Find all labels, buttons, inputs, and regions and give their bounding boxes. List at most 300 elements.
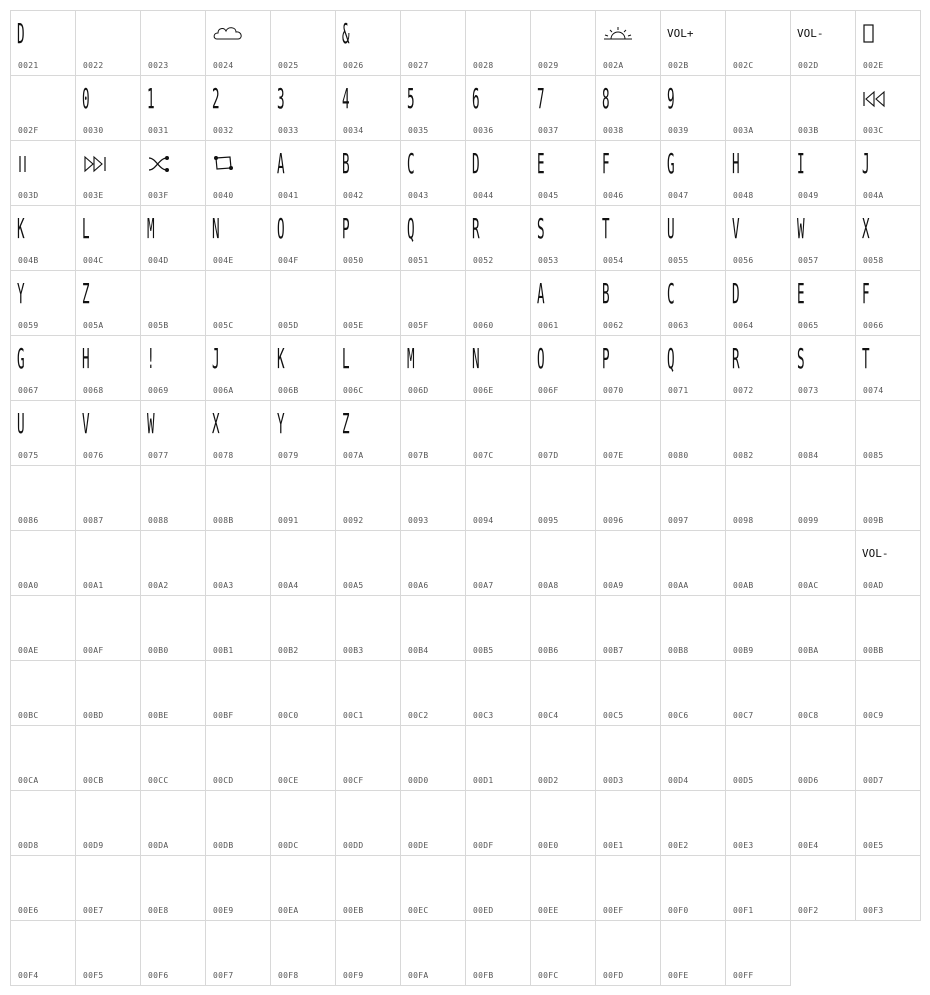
glyph-preview: J bbox=[212, 342, 220, 375]
codepoint-label: 0094 bbox=[473, 516, 494, 525]
glyph-cell bbox=[465, 75, 531, 141]
glyph-cell bbox=[725, 140, 791, 206]
glyph-preview: G bbox=[667, 147, 675, 180]
glyph-preview: ! bbox=[147, 342, 155, 375]
glyph-preview: D bbox=[732, 277, 740, 310]
glyph-cell bbox=[205, 75, 271, 141]
glyph-cell bbox=[595, 400, 661, 466]
codepoint-label: 0049 bbox=[798, 191, 819, 200]
glyph-preview bbox=[667, 797, 690, 831]
glyph-preview bbox=[537, 927, 560, 961]
codepoint-label: 0040 bbox=[213, 191, 234, 200]
glyph-preview bbox=[602, 732, 625, 766]
codepoint-label: 0045 bbox=[538, 191, 559, 200]
glyph-cell bbox=[595, 790, 661, 856]
codepoint-label: 00F5 bbox=[83, 971, 104, 980]
glyph-cell bbox=[595, 140, 661, 206]
glyph-cell bbox=[400, 660, 466, 726]
glyph-preview bbox=[277, 797, 300, 831]
glyph-preview bbox=[472, 667, 495, 701]
glyph-cell bbox=[530, 725, 596, 791]
codepoint-label: 00E7 bbox=[83, 906, 104, 915]
glyph-cell bbox=[855, 465, 921, 531]
glyph-preview: 5 bbox=[407, 82, 415, 115]
codepoint-label: 00DD bbox=[343, 841, 364, 850]
codepoint-label: 0055 bbox=[668, 256, 689, 265]
glyph-cell bbox=[855, 790, 921, 856]
codepoint-label: 003D bbox=[18, 191, 39, 200]
glyph-cell bbox=[205, 530, 271, 596]
codepoint-label: 00F3 bbox=[863, 906, 884, 915]
glyph-cell bbox=[205, 920, 271, 986]
glyph-preview: S bbox=[797, 342, 805, 375]
glyph-preview bbox=[667, 602, 690, 636]
glyph-preview: 9 bbox=[667, 82, 675, 115]
glyph-preview: X bbox=[212, 407, 220, 440]
codepoint-label: 002B bbox=[668, 61, 689, 70]
glyph-preview bbox=[277, 537, 300, 571]
glyph-preview bbox=[277, 862, 300, 896]
glyph-cell bbox=[855, 400, 921, 466]
codepoint-label: 006B bbox=[278, 386, 299, 395]
glyph-preview: Z bbox=[342, 407, 350, 440]
shuffle-icon bbox=[147, 147, 199, 181]
glyph-cell bbox=[205, 205, 271, 271]
glyph-preview: A bbox=[537, 277, 545, 310]
glyph-cell bbox=[205, 465, 271, 531]
glyph-cell bbox=[10, 790, 76, 856]
glyph-cell bbox=[335, 660, 401, 726]
glyph-cell bbox=[790, 10, 856, 76]
glyph-preview: B bbox=[342, 147, 350, 180]
codepoint-label: 0043 bbox=[408, 191, 429, 200]
glyph-cell bbox=[595, 270, 661, 336]
glyph-preview: Q bbox=[667, 342, 675, 375]
codepoint-label: 0048 bbox=[733, 191, 754, 200]
glyph-cell bbox=[400, 530, 466, 596]
glyph-preview bbox=[602, 472, 625, 506]
codepoint-label: 00BC bbox=[18, 711, 39, 720]
codepoint-label: 00B5 bbox=[473, 646, 494, 655]
glyph-preview bbox=[82, 537, 105, 571]
codepoint-label: 006C bbox=[343, 386, 364, 395]
codepoint-label: 0075 bbox=[18, 451, 39, 460]
glyph-preview bbox=[342, 797, 365, 831]
codepoint-label: 00EF bbox=[603, 906, 624, 915]
codepoint-label: 0027 bbox=[408, 61, 429, 70]
codepoint-label: 00C6 bbox=[668, 711, 689, 720]
glyph-cell bbox=[660, 270, 726, 336]
glyph-cell bbox=[75, 920, 141, 986]
codepoint-label: 00CB bbox=[83, 776, 104, 785]
codepoint-label: 0093 bbox=[408, 516, 429, 525]
glyph-cell bbox=[465, 400, 531, 466]
codepoint-label: 0071 bbox=[668, 386, 689, 395]
glyph-cell bbox=[205, 140, 271, 206]
codepoint-label: 004C bbox=[83, 256, 104, 265]
glyph-preview bbox=[212, 277, 235, 311]
glyph-preview bbox=[472, 797, 495, 831]
glyph-cell bbox=[270, 595, 336, 661]
glyph-cell bbox=[530, 855, 596, 921]
codepoint-label: 0046 bbox=[603, 191, 624, 200]
codepoint-label: 00D4 bbox=[668, 776, 689, 785]
glyph-preview: C bbox=[667, 277, 675, 310]
glyph-preview bbox=[82, 602, 105, 636]
glyph-cell bbox=[530, 335, 596, 401]
glyph-cell bbox=[790, 660, 856, 726]
glyph-cell bbox=[855, 595, 921, 661]
codepoint-label: 0088 bbox=[148, 516, 169, 525]
glyph-cell bbox=[10, 465, 76, 531]
codepoint-label: 00DE bbox=[408, 841, 429, 850]
glyph-preview bbox=[667, 862, 690, 896]
glyph-cell bbox=[465, 465, 531, 531]
glyph-preview: I bbox=[797, 147, 805, 180]
codepoint-label: 00A7 bbox=[473, 581, 494, 590]
glyph-preview bbox=[17, 537, 40, 571]
codepoint-label: 0084 bbox=[798, 451, 819, 460]
codepoint-label: 007C bbox=[473, 451, 494, 460]
glyph-preview bbox=[407, 407, 430, 441]
glyph-preview bbox=[212, 797, 235, 831]
glyph-cell bbox=[75, 790, 141, 856]
glyph-cell bbox=[400, 75, 466, 141]
codepoint-label: 00AC bbox=[798, 581, 819, 590]
glyph-preview bbox=[407, 277, 430, 311]
glyph-preview: 3 bbox=[277, 82, 285, 115]
glyph-cell bbox=[10, 75, 76, 141]
codepoint-label: 00DB bbox=[213, 841, 234, 850]
glyph-cell bbox=[335, 855, 401, 921]
glyph-cell bbox=[660, 400, 726, 466]
codepoint-label: 00E9 bbox=[213, 906, 234, 915]
codepoint-label: 00AE bbox=[18, 646, 39, 655]
glyph-cell bbox=[75, 270, 141, 336]
glyph-preview bbox=[407, 472, 430, 506]
glyph-preview: A bbox=[277, 147, 285, 180]
glyph-cell bbox=[465, 595, 531, 661]
glyph-preview bbox=[732, 797, 755, 831]
codepoint-label: 00E4 bbox=[798, 841, 819, 850]
codepoint-label: 003B bbox=[798, 126, 819, 135]
glyph-preview bbox=[667, 472, 690, 506]
glyph-preview bbox=[797, 667, 820, 701]
glyph-cell bbox=[10, 205, 76, 271]
glyph-preview bbox=[342, 927, 365, 961]
glyph-preview bbox=[17, 797, 40, 831]
glyph-preview bbox=[862, 732, 885, 766]
glyph-cell bbox=[660, 530, 726, 596]
glyph-cell bbox=[140, 75, 206, 141]
glyph-preview bbox=[407, 862, 430, 896]
glyph-cell bbox=[75, 465, 141, 531]
codepoint-label: 00A2 bbox=[148, 581, 169, 590]
glyph-preview: Y bbox=[17, 277, 25, 310]
glyph-preview bbox=[732, 537, 755, 571]
glyph-preview bbox=[732, 667, 755, 701]
codepoint-label: 008B bbox=[213, 516, 234, 525]
glyph-preview bbox=[797, 82, 820, 116]
glyph-cell bbox=[725, 75, 791, 141]
codepoint-label: 0057 bbox=[798, 256, 819, 265]
glyph-cell bbox=[660, 465, 726, 531]
glyph-cell bbox=[400, 855, 466, 921]
glyph-preview bbox=[797, 732, 820, 766]
glyph-cell bbox=[335, 75, 401, 141]
codepoint-label: 00B0 bbox=[148, 646, 169, 655]
glyph-preview: K bbox=[17, 212, 25, 245]
codepoint-label: 002C bbox=[733, 61, 754, 70]
glyph-cell bbox=[400, 465, 466, 531]
glyph-preview bbox=[602, 537, 625, 571]
glyph-cell bbox=[725, 855, 791, 921]
glyph-preview: M bbox=[147, 212, 155, 245]
glyph-preview: B bbox=[602, 277, 610, 310]
glyph-cell bbox=[595, 920, 661, 986]
glyph-preview bbox=[17, 602, 40, 636]
glyph-preview bbox=[797, 602, 820, 636]
glyph-cell bbox=[335, 530, 401, 596]
glyph-cell bbox=[400, 10, 466, 76]
glyph-preview bbox=[147, 797, 170, 831]
glyph-cell bbox=[270, 920, 336, 986]
codepoint-label: 00DA bbox=[148, 841, 169, 850]
glyph-cell bbox=[660, 335, 726, 401]
glyph-preview: VOL- bbox=[862, 547, 889, 560]
codepoint-label: 00BE bbox=[148, 711, 169, 720]
glyph-cell bbox=[140, 530, 206, 596]
glyph-cell bbox=[855, 270, 921, 336]
glyph-preview bbox=[862, 862, 885, 896]
codepoint-label: 0087 bbox=[83, 516, 104, 525]
glyph-cell bbox=[270, 205, 336, 271]
glyph-preview bbox=[862, 797, 885, 831]
codepoint-label: 0079 bbox=[278, 451, 299, 460]
glyph-preview bbox=[212, 862, 235, 896]
codepoint-label: 00B9 bbox=[733, 646, 754, 655]
glyph-preview bbox=[342, 537, 365, 571]
glyph-preview bbox=[732, 17, 755, 51]
codepoint-label: 0031 bbox=[148, 126, 169, 135]
glyph-preview: R bbox=[472, 212, 480, 245]
pause-icon bbox=[17, 147, 69, 181]
glyph-cell bbox=[725, 595, 791, 661]
glyph-cell bbox=[140, 660, 206, 726]
codepoint-label: 00C3 bbox=[473, 711, 494, 720]
codepoint-label: 00E3 bbox=[733, 841, 754, 850]
codepoint-label: 00D2 bbox=[538, 776, 559, 785]
glyph-cell bbox=[335, 335, 401, 401]
glyph-preview: 2 bbox=[212, 82, 220, 115]
glyph-preview: Z bbox=[82, 277, 90, 310]
glyph-cell bbox=[530, 920, 596, 986]
glyph-cell bbox=[75, 10, 141, 76]
glyph-cell bbox=[530, 400, 596, 466]
glyph-cell bbox=[530, 530, 596, 596]
glyph-preview bbox=[277, 277, 300, 311]
glyph-cell bbox=[725, 530, 791, 596]
glyph-cell bbox=[465, 920, 531, 986]
glyph-cell bbox=[75, 855, 141, 921]
codepoint-label: 00E8 bbox=[148, 906, 169, 915]
codepoint-label: 002D bbox=[798, 61, 819, 70]
codepoint-label: 0053 bbox=[538, 256, 559, 265]
glyph-preview bbox=[472, 17, 495, 51]
codepoint-label: 007B bbox=[408, 451, 429, 460]
glyph-preview bbox=[667, 667, 690, 701]
glyph-preview bbox=[732, 82, 755, 116]
glyph-cell bbox=[140, 725, 206, 791]
glyph-preview bbox=[732, 862, 755, 896]
codepoint-label: 0095 bbox=[538, 516, 559, 525]
codepoint-label: 00A0 bbox=[18, 581, 39, 590]
codepoint-label: 00F6 bbox=[148, 971, 169, 980]
codepoint-label: 00CD bbox=[213, 776, 234, 785]
glyph-preview bbox=[732, 927, 755, 961]
codepoint-label: 00B7 bbox=[603, 646, 624, 655]
glyph-cell bbox=[270, 270, 336, 336]
glyph-cell bbox=[530, 75, 596, 141]
glyph-preview: P bbox=[602, 342, 610, 375]
glyph-preview bbox=[407, 667, 430, 701]
glyph-preview: L bbox=[342, 342, 350, 375]
glyph-preview: & bbox=[342, 17, 350, 50]
codepoint-label: 0042 bbox=[343, 191, 364, 200]
glyph-cell bbox=[75, 205, 141, 271]
glyph-cell bbox=[270, 10, 336, 76]
glyph-preview bbox=[212, 537, 235, 571]
glyph-cell bbox=[855, 660, 921, 726]
glyph-preview bbox=[407, 927, 430, 961]
glyph-preview bbox=[277, 602, 300, 636]
codepoint-label: 006F bbox=[538, 386, 559, 395]
glyph-preview bbox=[797, 407, 820, 441]
glyph-cell bbox=[660, 595, 726, 661]
codepoint-label: 0036 bbox=[473, 126, 494, 135]
glyph-preview: O bbox=[537, 342, 545, 375]
glyph-cell bbox=[335, 205, 401, 271]
codepoint-label: 00D8 bbox=[18, 841, 39, 850]
glyph-preview bbox=[212, 667, 235, 701]
codepoint-label: 00CC bbox=[148, 776, 169, 785]
glyph-preview bbox=[147, 537, 170, 571]
codepoint-label: 004D bbox=[148, 256, 169, 265]
codepoint-label: 00A8 bbox=[538, 581, 559, 590]
glyph-cell bbox=[660, 725, 726, 791]
glyph-preview bbox=[537, 862, 560, 896]
codepoint-label: 00E0 bbox=[538, 841, 559, 850]
glyph-preview: M bbox=[407, 342, 415, 375]
glyph-cell bbox=[75, 75, 141, 141]
glyph-cell bbox=[855, 530, 921, 596]
glyph-cell bbox=[400, 335, 466, 401]
glyph-cell bbox=[660, 75, 726, 141]
codepoint-label: 00C1 bbox=[343, 711, 364, 720]
glyph-cell bbox=[725, 270, 791, 336]
codepoint-label: 00ED bbox=[473, 906, 494, 915]
glyph-cell bbox=[270, 335, 336, 401]
codepoint-label: 0023 bbox=[148, 61, 169, 70]
glyph-grid bbox=[10, 10, 920, 985]
glyph-preview: N bbox=[212, 212, 220, 245]
codepoint-label: 00FD bbox=[603, 971, 624, 980]
glyph-cell bbox=[140, 790, 206, 856]
codepoint-label: 00D0 bbox=[408, 776, 429, 785]
glyph-cell bbox=[335, 920, 401, 986]
glyph-cell bbox=[595, 205, 661, 271]
glyph-cell bbox=[790, 465, 856, 531]
codepoint-label: 00C8 bbox=[798, 711, 819, 720]
glyph-cell bbox=[595, 10, 661, 76]
glyph-cell bbox=[270, 140, 336, 206]
glyph-cell bbox=[75, 595, 141, 661]
glyph-cell bbox=[270, 855, 336, 921]
glyph-cell bbox=[270, 725, 336, 791]
codepoint-label: 009B bbox=[863, 516, 884, 525]
glyph-preview: J bbox=[862, 147, 870, 180]
codepoint-label: 0064 bbox=[733, 321, 754, 330]
codepoint-label: 00B6 bbox=[538, 646, 559, 655]
glyph-cell bbox=[75, 660, 141, 726]
glyph-preview bbox=[17, 862, 40, 896]
glyph-preview bbox=[797, 472, 820, 506]
sunrise-icon bbox=[602, 17, 654, 51]
codepoint-label: 0068 bbox=[83, 386, 104, 395]
glyph-cell bbox=[660, 855, 726, 921]
glyph-preview: H bbox=[82, 342, 90, 375]
glyph-cell bbox=[790, 75, 856, 141]
glyph-cell bbox=[595, 660, 661, 726]
glyph-cell bbox=[205, 10, 271, 76]
codepoint-label: 0035 bbox=[408, 126, 429, 135]
glyph-preview: U bbox=[667, 212, 675, 245]
codepoint-label: 00B4 bbox=[408, 646, 429, 655]
codepoint-label: 0029 bbox=[538, 61, 559, 70]
codepoint-label: 00F8 bbox=[278, 971, 299, 980]
glyph-cell bbox=[595, 725, 661, 791]
codepoint-label: 00B8 bbox=[668, 646, 689, 655]
glyph-cell bbox=[10, 530, 76, 596]
glyph-preview bbox=[82, 17, 105, 51]
glyph-preview: F bbox=[862, 277, 870, 310]
codepoint-label: 0076 bbox=[83, 451, 104, 460]
glyph-preview: V bbox=[82, 407, 90, 440]
glyph-preview bbox=[667, 537, 690, 571]
glyph-preview: 1 bbox=[147, 82, 155, 115]
codepoint-label: 00E2 bbox=[668, 841, 689, 850]
glyph-preview bbox=[797, 537, 820, 571]
codepoint-label: 0051 bbox=[408, 256, 429, 265]
glyph-cell bbox=[400, 140, 466, 206]
codepoint-label: 0059 bbox=[18, 321, 39, 330]
glyph-preview: Y bbox=[277, 407, 285, 440]
codepoint-label: 00EA bbox=[278, 906, 299, 915]
glyph-cell bbox=[205, 855, 271, 921]
glyph-preview bbox=[342, 472, 365, 506]
glyph-preview bbox=[342, 862, 365, 896]
codepoint-label: 00D1 bbox=[473, 776, 494, 785]
glyph-preview bbox=[82, 927, 105, 961]
glyph-cell bbox=[530, 10, 596, 76]
glyph-cell bbox=[855, 140, 921, 206]
glyph-preview: D bbox=[472, 147, 480, 180]
codepoint-label: 0021 bbox=[18, 61, 39, 70]
glyph-cell bbox=[855, 855, 921, 921]
glyph-preview bbox=[17, 667, 40, 701]
glyph-cell bbox=[335, 790, 401, 856]
glyph-preview bbox=[82, 472, 105, 506]
